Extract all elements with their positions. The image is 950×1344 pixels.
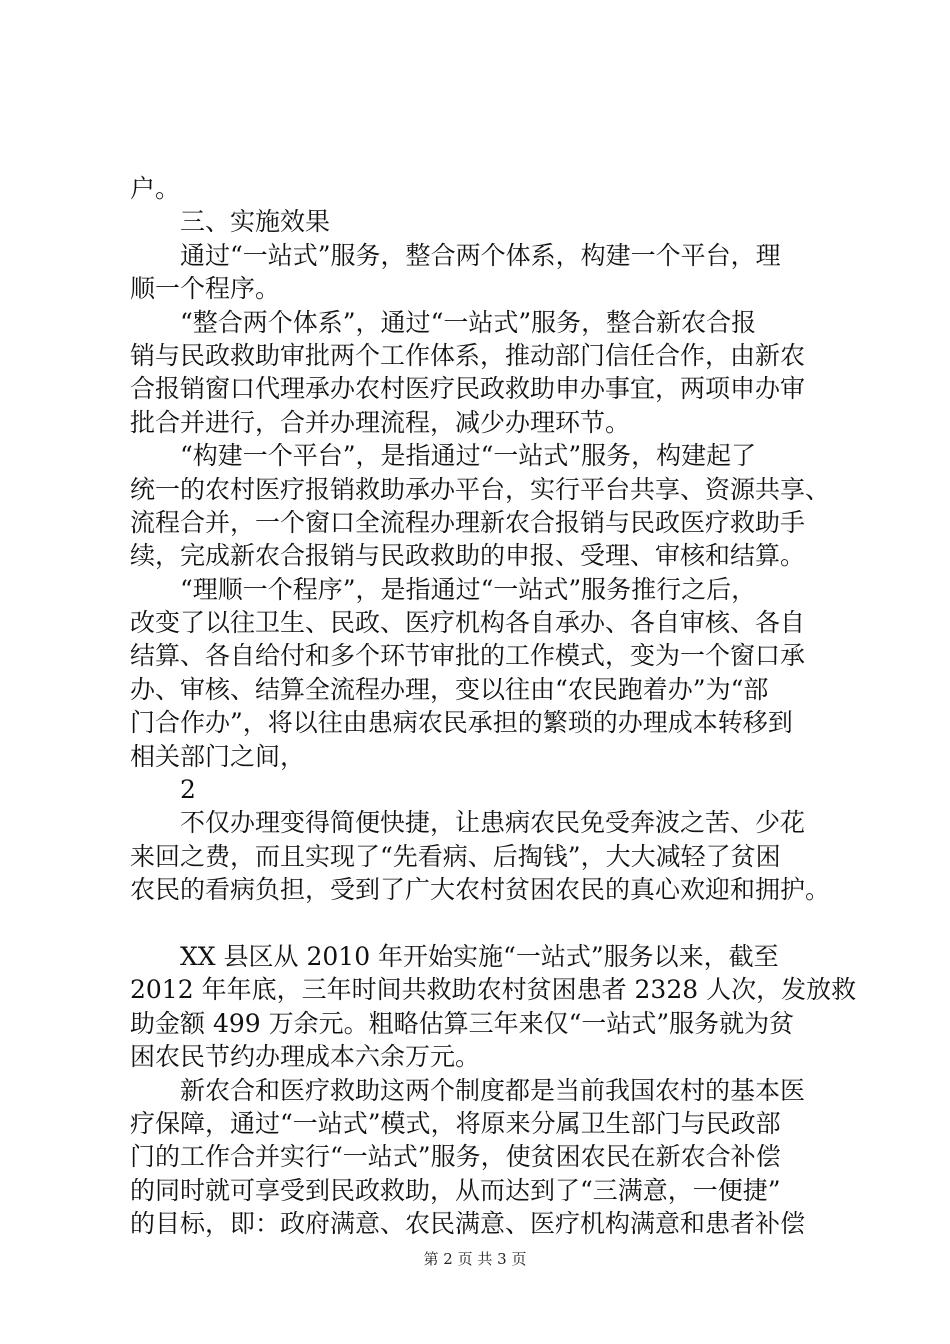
section-heading: 三、实施效果 — [130, 207, 331, 237]
text-line: 的同时就可享受到民政救助，从而达到了“三满意，一便捷” — [130, 1175, 781, 1205]
blank-line — [130, 907, 835, 940]
text-line: 疗保障，通过“一站式”模式，将原来分属卫生部门与民政部 — [130, 1108, 781, 1138]
text-line: “整合两个体系”，通过“一站式”服务，整合新农合报 — [130, 307, 757, 337]
document-body — [130, 172, 857, 1241]
text-line: 流程合并，一个窗口全流程办理新农合报销与民政医疗救助手 — [130, 507, 806, 537]
text-line: 批合并进行，合并办理流程，减少办理环节。 — [130, 407, 631, 437]
inline-page-number: 2 — [130, 775, 196, 805]
text-line: 结算、各自给付和多个环节审批的工作模式，变为一个窗口承 — [130, 641, 806, 671]
text-line: 改变了以往卫生、民政、医疗机构各自承办、各自审核、各自 — [130, 608, 806, 638]
text-line: XX 县区从 2010 年开始实施“一站式”服务以来，截至 — [130, 941, 779, 971]
text-line: 续，完成新农合报销与民政救助的申报、受理、审核和结算。 — [130, 541, 806, 571]
text-line: 门合作办”，将以往由患病农民承担的繁琐的办理成本转移到 — [130, 708, 793, 738]
text-line: 相关部门之间， — [130, 741, 306, 771]
text-line: 的目标，即：政府满意、农民满意、医疗机构满意和患者补偿 — [130, 1209, 806, 1239]
text-line: 2012 年年底，三年时间共救助农村贫困患者 2328 人次，发放救 — [130, 975, 857, 1005]
text-line: 户。 — [130, 174, 181, 203]
text-line: 来回之费，而且实现了“先看病、后掏钱”，大大减轻了贫困 — [130, 841, 781, 871]
text-line: 助金额 499 万余元。粗略估算三年来仅“一站式”服务就为贫 — [130, 1008, 795, 1038]
text-line: 新农合和医疗救助这两个制度都是当前我国农村的基本医 — [130, 1075, 806, 1105]
text-line: 困农民节约办理成本六余万元。 — [130, 1042, 481, 1072]
text-line: 农民的看病负担，受到了广大农村贫困农民的真心欢迎和拥护。 — [130, 875, 831, 905]
text-line: 不仅办理变得简便快捷，让患病农民免受奔波之苦、少花 — [130, 808, 806, 838]
text-line: 统一的农村医疗报销救助承办平台，实行平台共享、资源共享、 — [130, 474, 831, 504]
page-footer: 第 2 页 共 3 页 — [423, 1250, 527, 1268]
text-line: 顺一个程序。 — [130, 274, 281, 304]
text-line: 合报销窗口代理承办农村医疗民政救助申办事宜，两项申办审 — [130, 374, 806, 404]
text-line: 销与民政救助审批两个工作体系，推动部门信任合作，由新农 — [130, 340, 806, 370]
text-line: 通过“一站式”服务，整合两个体系，构建一个平台，理 — [130, 240, 781, 270]
text-line: 门的工作合并实行“一站式”服务，使贫困农民在新农合补偿 — [130, 1142, 781, 1172]
text-line: “构建一个平台”，是指通过“一站式”服务，构建起了 — [130, 441, 757, 471]
text-line: 办、审核、结算全流程办理，变以往由“农民跑着办”为“部 — [130, 674, 769, 704]
text-line: “理顺一个程序”，是指通过“一站式”服务推行之后， — [130, 574, 757, 604]
